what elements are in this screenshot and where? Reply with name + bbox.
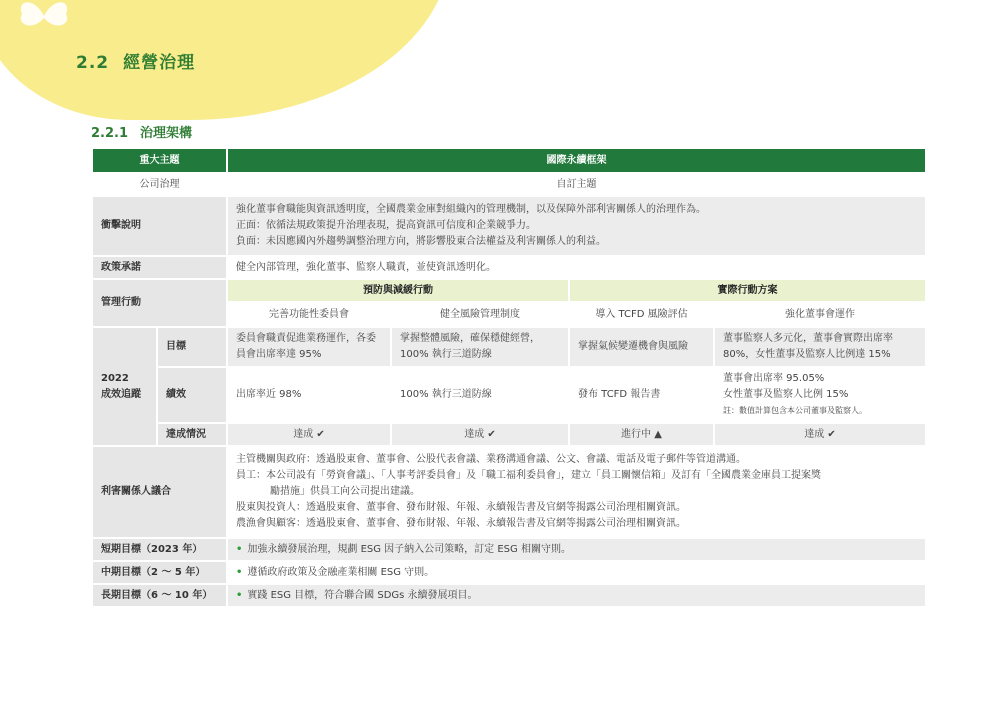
status-3: 進行中 ▲ bbox=[569, 423, 714, 446]
short-term-value bbox=[227, 538, 926, 561]
status-4: 達成 ✔ bbox=[714, 423, 926, 446]
goal-label: 目標 bbox=[157, 327, 227, 367]
bullet-icon: • bbox=[236, 543, 243, 555]
table-row bbox=[92, 367, 926, 423]
goal-4: 董事監察人多元化，董事會實際出席率 80%，女性董事及監察人比例達 15% bbox=[714, 327, 926, 367]
status-2: 達成 ✔ bbox=[391, 423, 569, 446]
perf-4-line: 董事會出席率 95.05% bbox=[723, 373, 825, 384]
goal-3: 掌握氣候變遷機會與風險 bbox=[569, 327, 714, 367]
topic-value: 自訂主題 bbox=[227, 173, 926, 196]
subsection-title: 2.2.1 治理架構 bbox=[91, 126, 193, 141]
stakeholder-label: 利害關係人議合 bbox=[92, 446, 227, 538]
table-row bbox=[92, 423, 926, 446]
stakeholder-line: 員工：本公司設有「勞資會議」、「人事考評委員會」及「職工福利委員會」，建立「員工關懷信箱」及訂有「全國農業金庫員工提案獎 bbox=[236, 470, 821, 481]
bullet-icon: • bbox=[236, 589, 243, 601]
impact-line: 正面：依循法規政策提升治理表現，提高資訊可信度和企業競爭力。 bbox=[236, 220, 536, 231]
policy-label: 政策承諾 bbox=[92, 256, 227, 279]
table-row bbox=[92, 256, 926, 279]
table-row bbox=[92, 327, 926, 367]
table-header-row bbox=[92, 148, 926, 173]
perf-1: 出席率近 98% bbox=[227, 367, 391, 423]
stakeholder-line: 勵措施」供員工向公司提出建議。 bbox=[270, 486, 420, 497]
status-1: 達成 ✔ bbox=[227, 423, 391, 446]
tracking-label bbox=[92, 327, 157, 446]
long-term-label: 長期目標（6 ～ 10 年） bbox=[92, 584, 227, 607]
stakeholder-value bbox=[227, 446, 926, 538]
action-3: 導入 TCFD 風險評估 bbox=[569, 302, 714, 327]
impact-line: 強化董事會職能與資訊透明度，全國農業金庫對組織內的管理機制，以及保障外部利害關係人的治理作為。 bbox=[236, 204, 706, 215]
short-term-text: 加強永續發展治理，規劃 ESG 因子納入公司策略，訂定 ESG 相關守則。 bbox=[247, 543, 571, 555]
status-label: 達成情況 bbox=[157, 423, 227, 446]
stakeholder-line: 股東與投資人：透過股東會、董事會、發布財報、年報、永續報告書及官網等揭露公司治理相關資訊。 bbox=[236, 502, 686, 513]
topic-label: 公司治理 bbox=[92, 173, 227, 196]
table-row bbox=[92, 584, 926, 607]
management-label: 管理行動 bbox=[92, 279, 227, 327]
mgmt-group-actual: 實際行動方案 bbox=[569, 279, 926, 302]
header-framework: 國際永續框架 bbox=[227, 148, 926, 173]
impact-line: 負面：未因應國內外趨勢調整治理方向，將影響股東合法權益及利害關係人的利益。 bbox=[236, 236, 606, 247]
table-row bbox=[92, 279, 926, 302]
action-2: 健全風險管理制度 bbox=[391, 302, 569, 327]
perf-2: 100% 執行三道防線 bbox=[391, 367, 569, 423]
perf-4 bbox=[714, 367, 926, 423]
butterfly-icon bbox=[14, 0, 74, 36]
short-term-label: 短期目標（2023 年） bbox=[92, 538, 227, 561]
section-title: 2.2 經營治理 bbox=[76, 53, 196, 73]
table-row bbox=[92, 173, 926, 196]
tracking-year: 2022 bbox=[101, 372, 129, 384]
governance-table bbox=[91, 147, 927, 608]
table-row bbox=[92, 538, 926, 561]
tracking-text: 成效追蹤 bbox=[101, 388, 141, 400]
action-1: 完善功能性委員會 bbox=[227, 302, 391, 327]
mid-term-text: 遵循政府政策及金融產業相關 ESG 守則。 bbox=[247, 566, 435, 578]
impact-label: 衝擊說明 bbox=[92, 196, 227, 256]
long-term-text: 實踐 ESG 目標，符合聯合國 SDGs 永續發展項目。 bbox=[247, 589, 478, 601]
table-row bbox=[92, 446, 926, 538]
stakeholder-line: 主管機關與政府：透過股東會、董事會、公股代表會議、業務溝通會議、公文、會議、電話及電子郵件等管道溝通。 bbox=[236, 454, 746, 465]
table-row bbox=[92, 196, 926, 256]
action-4: 強化董事會運作 bbox=[714, 302, 926, 327]
goal-1: 委員會職責促進業務運作，各委員會出席率達 95% bbox=[227, 327, 391, 367]
perf-4-line: 女性董事及監察人比例 15% bbox=[723, 389, 849, 400]
long-term-value bbox=[227, 584, 926, 607]
mid-term-value bbox=[227, 561, 926, 584]
perf-3: 發布 TCFD 報告書 bbox=[569, 367, 714, 423]
bullet-icon: • bbox=[236, 566, 243, 578]
perf-4-note: 註：數值計算包含本公司董事及監察人。 bbox=[723, 406, 867, 415]
perf-label: 績效 bbox=[157, 367, 227, 423]
header-topic: 重大主題 bbox=[92, 148, 227, 173]
goal-2: 掌握整體風險，確保穩健經營，100% 執行三道防線 bbox=[391, 327, 569, 367]
table-row bbox=[92, 561, 926, 584]
impact-value bbox=[227, 196, 926, 256]
mid-term-label: 中期目標（2 ～ 5 年） bbox=[92, 561, 227, 584]
stakeholder-line: 農漁會與顧客：透過股東會、董事會、發布財報、年報、永續報告書及官網等揭露公司治理相關資訊。 bbox=[236, 518, 686, 529]
policy-value: 健全內部管理，強化董事、監察人職責，並使資訊透明化。 bbox=[227, 256, 926, 279]
mgmt-group-prevent: 預防與減緩行動 bbox=[227, 279, 569, 302]
